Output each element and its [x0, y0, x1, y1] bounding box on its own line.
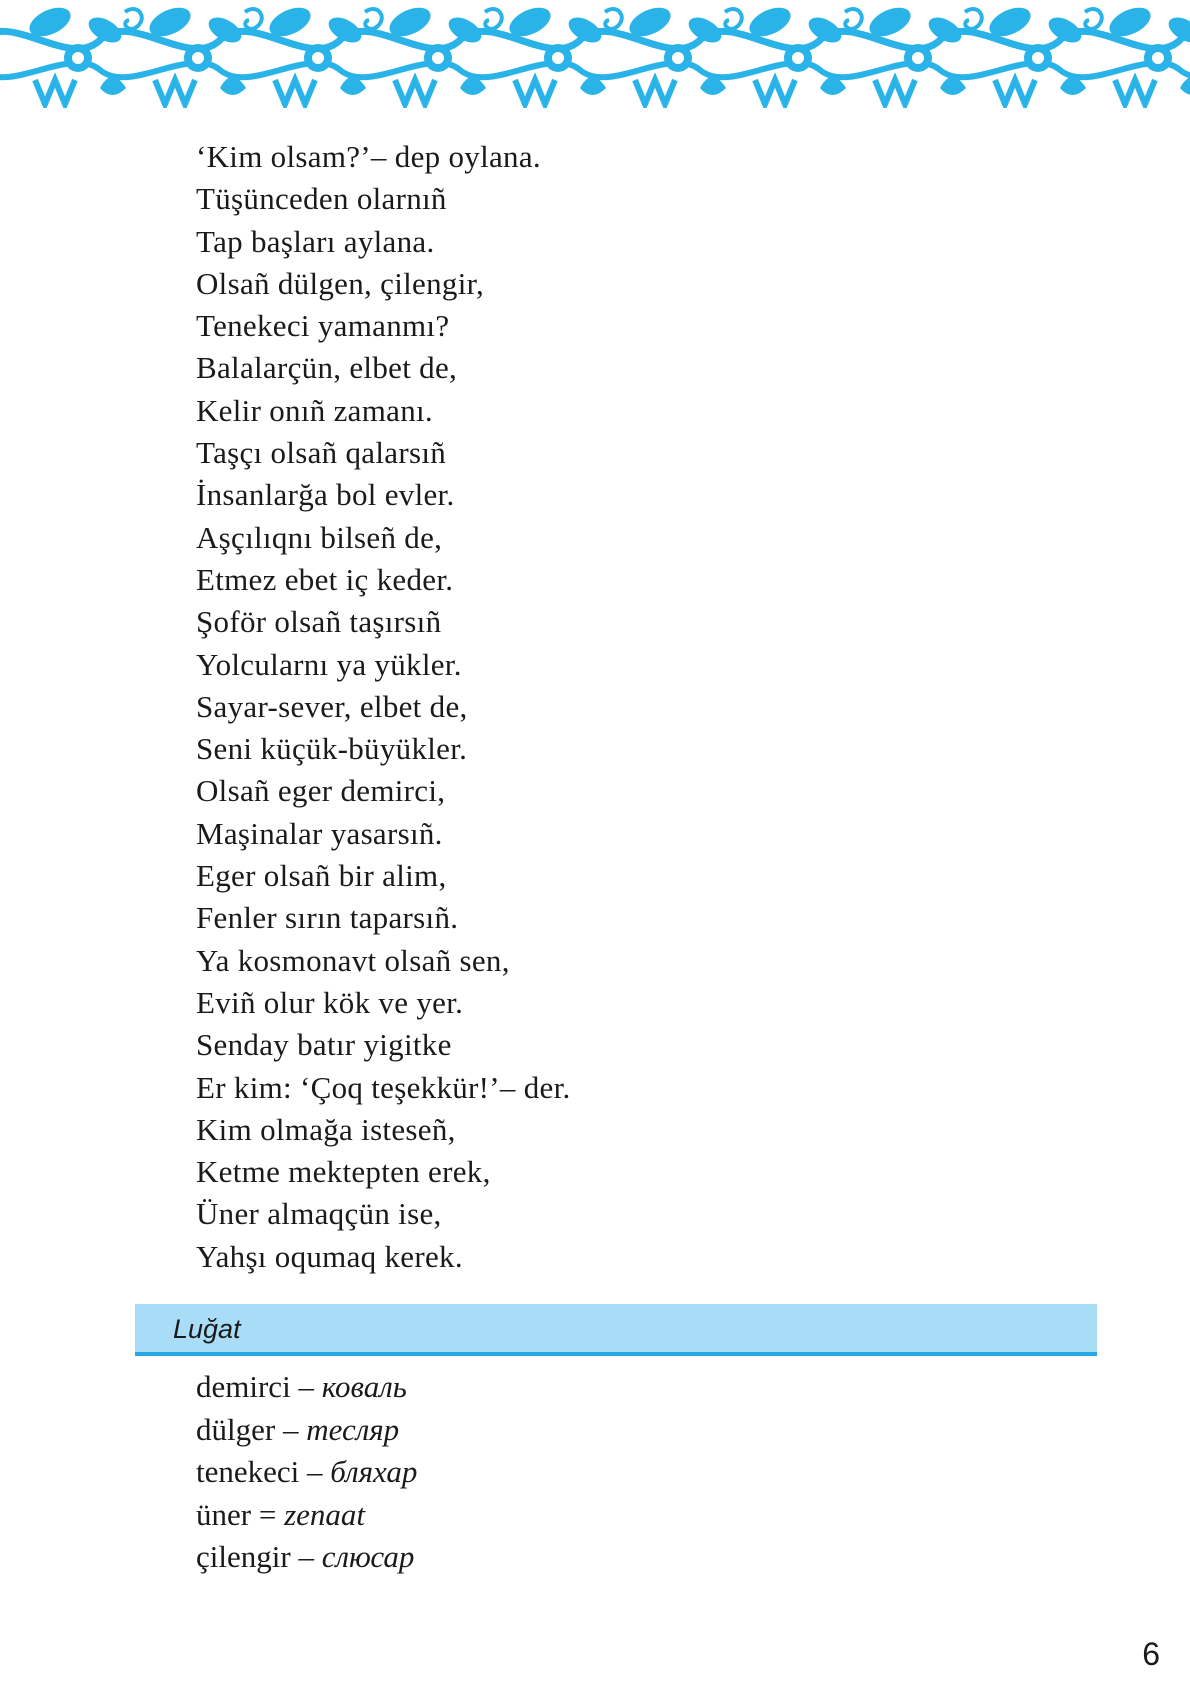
- poem-line: Sayar-sever, elbet de,: [196, 688, 468, 724]
- poem-line: Kelir onıñ zamanı.: [196, 392, 433, 428]
- poem-line: Ketme mektepten erek,: [196, 1154, 491, 1190]
- poem-line: Aşçılıqnı bilseñ de,: [196, 519, 443, 555]
- poem-line: Şoför olsañ taşırsıñ: [196, 604, 442, 640]
- poem-line: Etmez ebet iç keder.: [196, 561, 454, 597]
- poem-line: Balalarçün, elbet de,: [196, 350, 458, 386]
- poem-line: Üner almaqçün ise,: [196, 1196, 442, 1232]
- page-number: 6: [1142, 1636, 1160, 1672]
- poem-line: Tüşünceden olarnıñ: [196, 181, 447, 217]
- floral-ornament-border: [0, 0, 1190, 108]
- vocabulary-list: [196, 1366, 417, 1579]
- poem-line: Taşçı olsañ qalarsıñ: [196, 435, 447, 471]
- vocabulary-translation: тесляр: [306, 1411, 400, 1447]
- vocabulary-entry: [196, 1451, 417, 1494]
- vocabulary-word: demirci: [196, 1369, 291, 1404]
- poem-line: Maşinalar yasarsıñ.: [196, 815, 443, 851]
- poem-line: Olsañ eger demirci,: [196, 773, 446, 809]
- vocabulary-word: dülger: [196, 1411, 276, 1447]
- vocabulary-word: çilengir: [196, 1539, 291, 1574]
- poem-text: [196, 136, 571, 1278]
- poem-line: Eviñ olur kök ve yer.: [196, 984, 464, 1020]
- vocabulary-separator: –: [290, 1539, 322, 1574]
- vocabulary-word: tenekeci: [196, 1454, 300, 1489]
- poem-line: Eger olsañ bir alim,: [196, 858, 447, 894]
- poem-line: İnsanlarğa bol evler.: [196, 477, 455, 513]
- poem-line: Er kim: ‘Çoq teşekkür!’– der.: [196, 1069, 571, 1105]
- vocabulary-entry: [196, 1366, 417, 1409]
- vocabulary-separator: –: [275, 1411, 307, 1447]
- vocabulary-separator: –: [290, 1369, 322, 1404]
- lugat-title: Luğat: [173, 1314, 241, 1344]
- vocabulary-entry: [196, 1494, 417, 1537]
- poem-line: Tap başları aylana.: [196, 223, 435, 259]
- vocabulary-translation: слюсар: [321, 1539, 415, 1574]
- poem-line: Senday batır yigitke: [196, 1027, 452, 1063]
- poem-line: Kim olmağa isteseñ,: [196, 1111, 456, 1147]
- vocabulary-translation: zenaat: [284, 1496, 366, 1532]
- poem-line: Fenler sırın taparsıñ.: [196, 900, 459, 936]
- lugat-header-bar: [135, 1304, 1097, 1356]
- poem-line: Seni küçük-büyükler.: [196, 731, 468, 767]
- vocabulary-translation: бляхар: [330, 1454, 418, 1489]
- vocabulary-separator: =: [251, 1496, 285, 1532]
- vocabulary-separator: –: [299, 1454, 331, 1489]
- poem-line: Tenekeci yamanmı?: [196, 308, 450, 344]
- vocabulary-translation: коваль: [321, 1369, 407, 1404]
- poem-line: Ya kosmonavt olsañ sen,: [196, 942, 510, 978]
- vocabulary-word: üner: [196, 1496, 252, 1532]
- vocabulary-entry: [196, 1536, 417, 1579]
- vocabulary-entry: [196, 1409, 417, 1452]
- poem-line: Yolcularnı ya yükler.: [196, 646, 462, 682]
- poem-line: ‘Kim olsam?’– dep oylana.: [196, 139, 541, 174]
- poem-line: Olsañ dülgen, çilengir,: [196, 265, 485, 301]
- poem-line: Yahşı oqumaq kerek.: [196, 1238, 463, 1274]
